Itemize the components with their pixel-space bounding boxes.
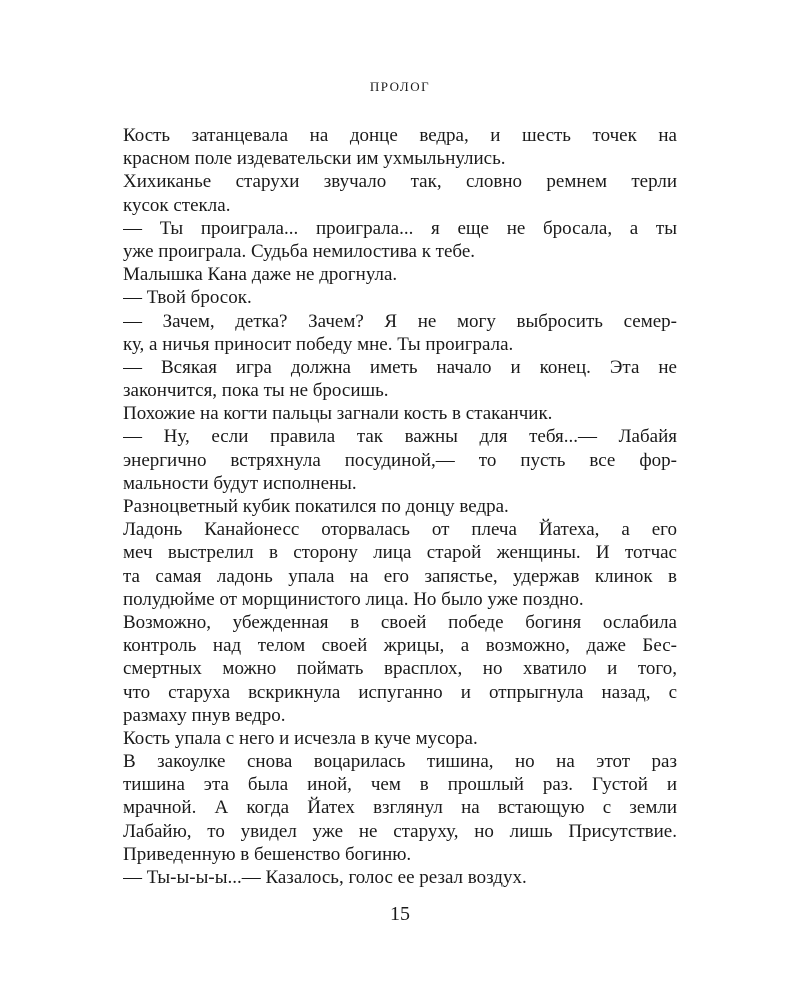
text-line: мальности будут исполнены. [123, 472, 357, 494]
text-line: — Зачем, детка? Зачем? Я не могу выбросить семер- [123, 310, 677, 332]
text-line: Ладонь Канайонесс оторвалась от плеча Йатеха, а его [123, 519, 677, 541]
text-line: — Ты-ы-ы-ы...— Казалось, голос ее резал воздух. [123, 867, 527, 888]
text-line: Малышка Кана даже не дрогнула. [123, 264, 398, 286]
text-line: красном поле издевательски им ухмыльнулись. [123, 148, 506, 170]
text-line: что старуха вскрикнула испуганно и отпрыгнула назад, с [123, 681, 677, 703]
text-line: — Всякая игра должна иметь начало и конец. Эта не [123, 356, 677, 378]
text-line: смертных можно поймать врасплох, но хватило и того, [123, 658, 677, 680]
text-line: кусок стекла. [123, 194, 231, 216]
text-line: В закоулке снова воцарилась тишина, но на этот раз [123, 751, 677, 773]
page-number: 15 [390, 903, 410, 925]
text-line: размаху пнув ведро. [123, 704, 286, 726]
text-line: меч выстрелил в сторону лица старой женщины. И тотчас [123, 542, 677, 564]
text-line: контроль над телом своей жрицы, а возможно, даже Бес- [123, 635, 677, 657]
text-line: Кость затанцевала на донце ведра, и шесть точек на [123, 125, 677, 146]
text-line: Кость упала с него и исчезла в куче мусора. [123, 727, 478, 749]
running-head: ПРОЛОГ [369, 79, 431, 94]
text-line: закончится, пока ты не бросишь. [123, 380, 389, 402]
text-line: — Ты проиграла... проиграла... я еще не бросала, а ты [123, 217, 677, 239]
text-line: Возможно, убежденная в своей победе богиня ослабила [123, 611, 677, 633]
text-line: ку, а ничья приносит победу мне. Ты проиграла. [123, 333, 514, 355]
body-text [123, 124, 677, 889]
text-line: мрачной. А когда Йатех взглянул на встающую с земли [123, 797, 677, 819]
text-line: полудюйме от морщинистого лица. Но было уже поздно. [123, 588, 584, 610]
text-line: Хихиканье старухи звучало так, словно ремнем терли [123, 171, 677, 193]
text-line: тишина эта была иной, чем в прошлый раз. Густой и [123, 774, 677, 796]
text-line: Лабайю, то увидел уже не старуху, но лишь Присутствие. [123, 820, 677, 842]
text-line: уже проиграла. Судьба немилостива к тебе. [123, 240, 476, 262]
text-line: та самая ладонь упала на его запястье, удержав клинок в [123, 565, 677, 587]
text-line: Приведенную в бешенство богиню. [123, 843, 412, 865]
text-line: — Твой бросок. [123, 287, 252, 309]
text-line: Похожие на когти пальцы загнали кость в стаканчик. [123, 403, 553, 425]
text-line: — Ну, если правила так важны для тебя...— Лабайя [123, 426, 677, 448]
text-line: энергично встряхнула посудиной,— то пусть все фор- [123, 449, 677, 471]
text-line: Разноцветный кубик покатился по донцу ведра. [123, 496, 509, 517]
